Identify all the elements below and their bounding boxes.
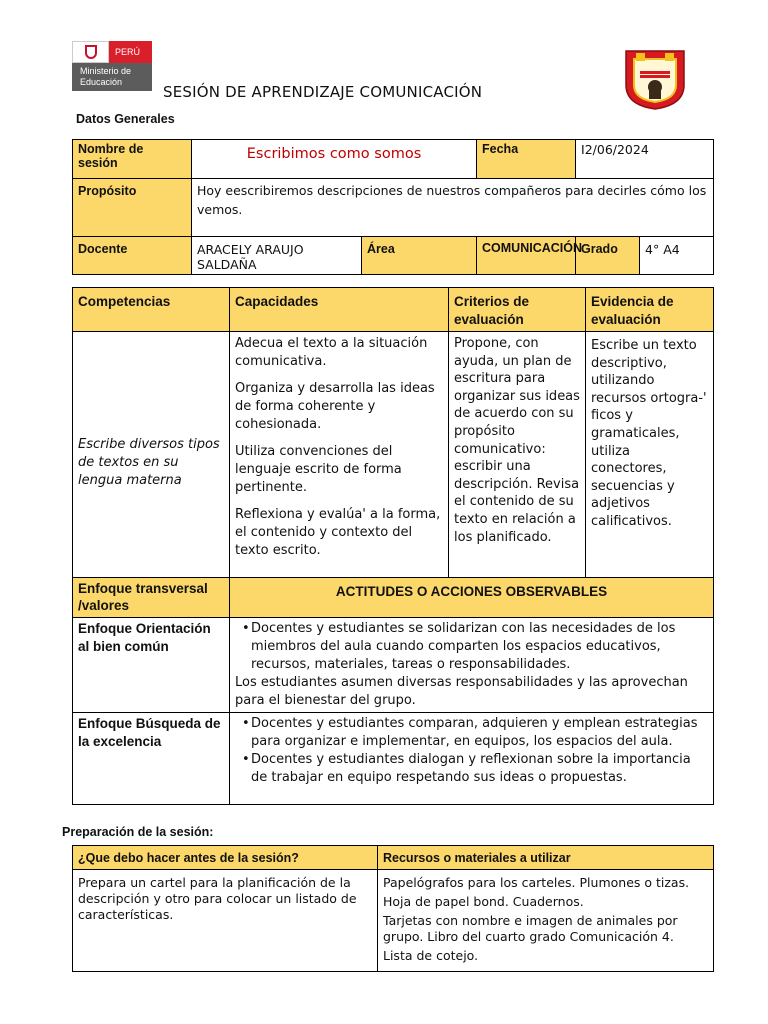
evidence-text: Escribe un texto descriptivo, utilizando recursos ortogra-' ficos y gramaticales, utiliza conectores, secuencias y adjetivos calificativos. xyxy=(586,332,714,578)
approach-bullet: • Docentes y estudiantes dialogan y reflexionan sobre la importancia de trabajar en equipo respetando sus ideas o propuestas. xyxy=(243,751,708,787)
transversal-label: Enfoque transversal /valores xyxy=(73,578,230,618)
approach-bullet: • Docentes y estudiantes se solidarizan con las necesidades de los miembros del aula cuando comparten los espacios educativos, recursos, materiales, tareas o responsabilidades. xyxy=(243,620,708,674)
evidencia-header: Evidencia de evaluación xyxy=(586,288,714,332)
general-data-label: Datos Generales xyxy=(76,112,175,126)
competencies-table xyxy=(72,287,714,805)
resources-header: Recursos o materiales a utilizar xyxy=(378,846,714,870)
general-data-table xyxy=(72,139,714,275)
capacity-item: Adecua el texto a la situación comunicativa. xyxy=(235,336,428,369)
capacity-item: Reflexiona y evalúa' a la forma, el contenido y contexto del texto escrito. xyxy=(235,507,441,558)
capacidades-header: Capacidades xyxy=(230,288,449,332)
grade-value: 4° A4 xyxy=(640,237,714,275)
resource-item: Papelógrafos para los carteles. Plumones o tizas. xyxy=(383,875,690,890)
approach-bullet: • Docentes y estudiantes comparan, adquieren y emplean estrategias para organizar e implementar, en equipos, los espacios del aula. xyxy=(243,715,708,751)
capacities-cell xyxy=(230,332,449,578)
criterios-header: Criterios de evaluación xyxy=(449,288,586,332)
purpose-label: Propósito xyxy=(73,179,192,237)
purpose-text: Hoy eescribiremos descripciones de nuestros compañeros para decirles cómo los vemos. xyxy=(192,179,714,237)
date-label: Fecha xyxy=(477,140,576,179)
before-header: ¿Que debo hacer antes de la sesión? xyxy=(73,846,378,870)
area-label: Área xyxy=(362,237,477,275)
resource-item: Lista de cotejo. xyxy=(383,948,479,963)
ministry-country: PERÚ xyxy=(109,41,152,63)
approach-extra: Los estudiantes asumen diversas responsabilidades y las aprovechan para el bienestar del grupo. xyxy=(235,675,688,708)
resource-item: Tarjetas con nombre e imagen de animales por grupo. Libro del cuarto grado Comunicación 4. xyxy=(383,913,678,944)
ministry-name: Ministerio de Educación xyxy=(72,63,152,91)
session-name-label: Nombre de sesión xyxy=(73,140,192,179)
page-title: SESIÓN DE APRENDIZAJE COMUNICACIÓN xyxy=(163,83,483,101)
approach-name: Enfoque Búsqueda de la excelencia xyxy=(73,713,230,805)
resources-cell xyxy=(378,870,714,972)
coat-of-arms-icon xyxy=(72,41,109,63)
preparation-label: Preparación de la sesión: xyxy=(62,825,214,839)
capacity-item: Utiliza convenciones del lenguaje escrito de forma pertinente. xyxy=(235,444,402,495)
grade-label: Grado xyxy=(576,237,640,275)
competence-text: Escribe diversos tipos de textos en su lengua materna xyxy=(73,332,230,578)
approach-actions xyxy=(230,618,714,713)
resource-item: Hoja de papel bond. Cuadernos. xyxy=(383,894,584,909)
preparation-table xyxy=(72,845,714,972)
attitudes-header: ACTITUDES O ACCIONES OBSERVABLES xyxy=(230,578,714,618)
approach-name: Enfoque Orientación al bien común xyxy=(73,618,230,713)
teacher-value: ARACELY ARAUJO SALDAÑA xyxy=(192,237,362,275)
before-text: Prepara un cartel para la planificación de la descripción y otro para colocar un listado de características. xyxy=(73,870,378,972)
teacher-label: Docente xyxy=(73,237,192,275)
area-value: COMUNICACIÓN xyxy=(477,237,576,275)
ministry-logo xyxy=(72,41,152,91)
date-value: I2/06/2024 xyxy=(576,140,714,179)
approach-actions xyxy=(230,713,714,805)
capacity-item: Organiza y desarrolla las ideas de forma coherente y cohesionada. xyxy=(235,381,435,432)
criteria-text: Propone, con ayuda, un plan de escritura para organizar sus ideas de acuerdo con su propósito comunicativo: escribir una descripción. Revisa el contenido de su texto en relación a los planificado. xyxy=(449,332,586,578)
school-crest-icon xyxy=(622,45,688,111)
session-name: Escribimos como somos xyxy=(192,140,477,179)
competencias-header: Competencias xyxy=(73,288,230,332)
